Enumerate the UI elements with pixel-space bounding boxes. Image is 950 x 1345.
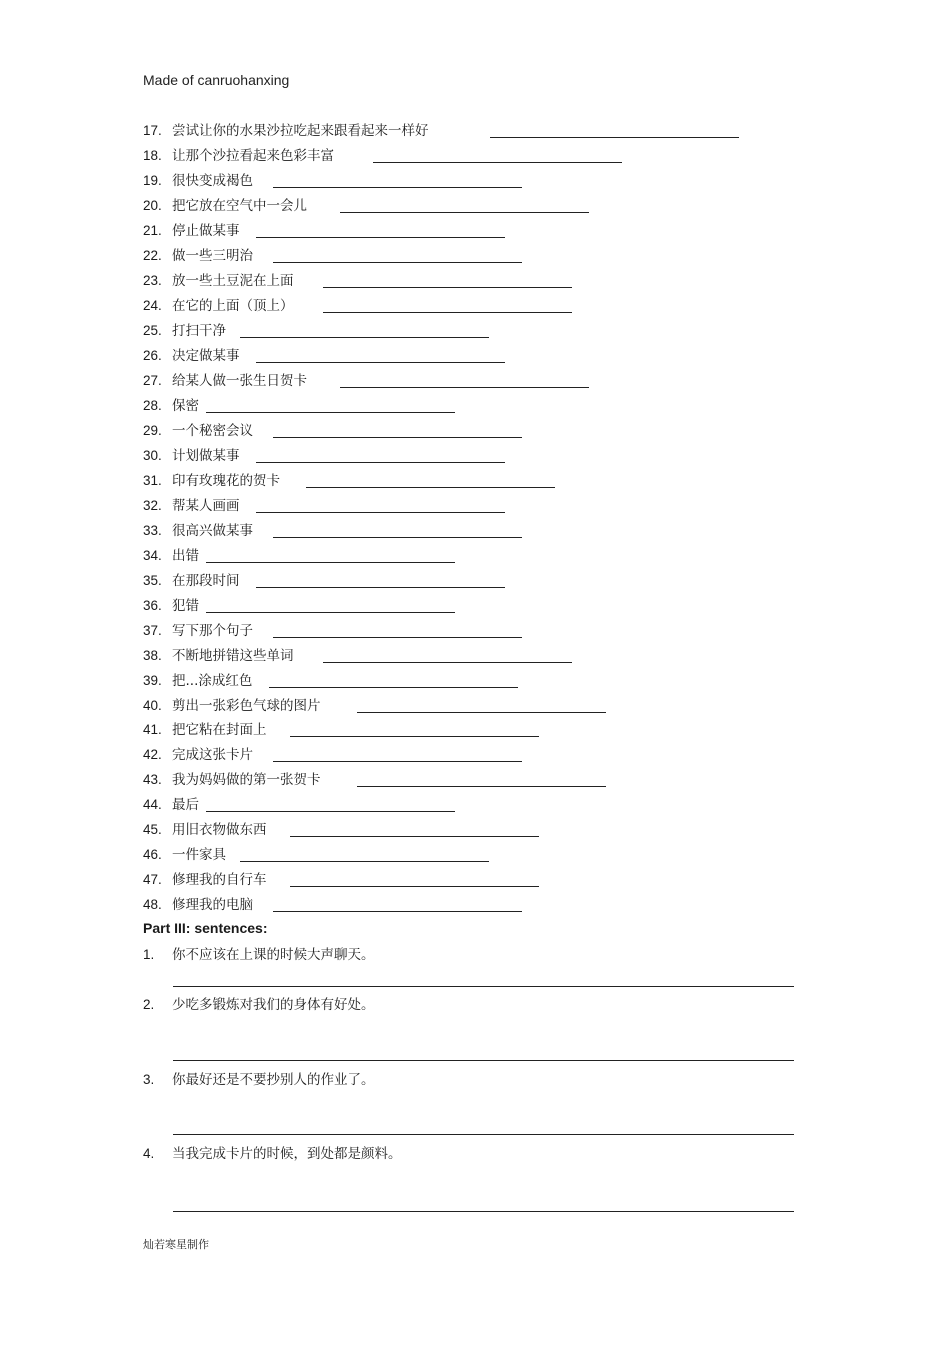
answer-blank[interactable] xyxy=(323,287,572,288)
phrase-text: 把它放在空气中一会儿 xyxy=(172,198,307,214)
phrase-text: 给某人做一张生日贺卡 xyxy=(172,373,307,389)
phrase-number: 39. xyxy=(143,673,162,688)
answer-blank[interactable] xyxy=(256,512,505,513)
phrase-text: 印有玫瑰花的贺卡 xyxy=(172,473,280,489)
answer-blank[interactable] xyxy=(256,587,505,588)
answer-blank[interactable] xyxy=(273,187,522,188)
answer-blank[interactable] xyxy=(206,612,455,613)
sentence-text: 当我完成卡片的时候，到处都是颜料。 xyxy=(172,1146,402,1162)
phrase-item xyxy=(143,147,843,165)
sentence-text: 你最好还是不要抄别人的作业了。 xyxy=(172,1072,375,1088)
sentence-number: 2. xyxy=(143,997,155,1012)
phrase-number: 38. xyxy=(143,648,162,663)
answer-line[interactable] xyxy=(173,1211,794,1212)
phrase-number: 45. xyxy=(143,822,162,837)
phrase-number: 41. xyxy=(143,722,162,737)
answer-blank[interactable] xyxy=(206,562,455,563)
answer-blank[interactable] xyxy=(256,462,505,463)
phrase-text: 尝试让你的水果沙拉吃起来跟看起来一样好 xyxy=(172,123,429,139)
phrase-item xyxy=(143,622,843,640)
answer-blank[interactable] xyxy=(357,786,606,787)
phrase-number: 36. xyxy=(143,598,162,613)
answer-blank[interactable] xyxy=(290,886,539,887)
phrase-number: 26. xyxy=(143,348,162,363)
phrase-item xyxy=(143,447,843,465)
sentence-number: 1. xyxy=(143,947,155,962)
phrase-number: 18. xyxy=(143,148,162,163)
phrase-text: 犯错 xyxy=(172,598,199,614)
phrase-text: 一件家具 xyxy=(172,847,226,863)
phrase-item xyxy=(143,821,843,839)
answer-blank[interactable] xyxy=(206,412,455,413)
phrase-text: 出错 xyxy=(172,548,199,564)
sentence-item xyxy=(143,946,375,964)
phrase-item xyxy=(143,422,843,440)
phrase-text: 剪出一张彩色气球的图片 xyxy=(172,698,321,714)
phrase-text: 修理我的自行车 xyxy=(172,872,267,888)
phrase-item xyxy=(143,222,843,240)
phrase-text: 写下那个句子 xyxy=(172,623,253,639)
phrase-number: 23. xyxy=(143,273,162,288)
phrase-text: 打扫干净 xyxy=(172,323,226,339)
answer-blank[interactable] xyxy=(273,437,522,438)
phrase-item xyxy=(143,497,843,515)
phrase-number: 34. xyxy=(143,548,162,563)
phrase-number: 29. xyxy=(143,423,162,438)
answer-blank[interactable] xyxy=(206,811,455,812)
phrase-number: 17. xyxy=(143,123,162,138)
phrase-item xyxy=(143,372,843,390)
phrase-item xyxy=(143,597,843,615)
phrase-text: 做一些三明治 xyxy=(172,248,253,264)
phrase-text: 我为妈妈做的第一张贺卡 xyxy=(172,772,321,788)
phrase-number: 25. xyxy=(143,323,162,338)
answer-blank[interactable] xyxy=(256,362,505,363)
phrase-text: 放一些土豆泥在上面 xyxy=(172,273,294,289)
phrase-item xyxy=(143,572,843,590)
page-header: Made of canruohanxing xyxy=(143,72,290,88)
phrase-item xyxy=(143,672,843,690)
sentence-number: 4. xyxy=(143,1146,155,1161)
phrase-item xyxy=(143,172,843,190)
answer-blank[interactable] xyxy=(290,736,539,737)
sentence-number: 3. xyxy=(143,1072,155,1087)
phrase-number: 31. xyxy=(143,473,162,488)
phrase-item xyxy=(143,896,843,914)
phrase-text: 保密 xyxy=(172,398,199,414)
phrase-number: 32. xyxy=(143,498,162,513)
answer-blank[interactable] xyxy=(323,312,572,313)
answer-blank[interactable] xyxy=(373,162,622,163)
phrase-text: 在那段时间 xyxy=(172,573,240,589)
phrase-number: 33. xyxy=(143,523,162,538)
phrase-number: 37. xyxy=(143,623,162,638)
phrase-item xyxy=(143,697,843,715)
sentence-item xyxy=(143,1145,402,1163)
phrase-item xyxy=(143,846,843,864)
phrase-number: 35. xyxy=(143,573,162,588)
answer-line[interactable] xyxy=(173,986,794,987)
phrase-item xyxy=(143,347,843,365)
phrase-item xyxy=(143,197,843,215)
answer-blank[interactable] xyxy=(290,836,539,837)
answer-blank[interactable] xyxy=(273,537,522,538)
phrase-number: 20. xyxy=(143,198,162,213)
phrase-text: 停止做某事 xyxy=(172,223,240,239)
phrase-item xyxy=(143,297,843,315)
phrase-number: 44. xyxy=(143,797,162,812)
phrase-number: 27. xyxy=(143,373,162,388)
phrase-number: 47. xyxy=(143,872,162,887)
answer-blank[interactable] xyxy=(256,237,505,238)
phrase-number: 42. xyxy=(143,747,162,762)
phrase-text: 计划做某事 xyxy=(172,448,240,464)
phrase-item xyxy=(143,397,843,415)
phrase-text: 把...涂成红色 xyxy=(172,673,253,689)
answer-blank[interactable] xyxy=(323,662,572,663)
phrase-item xyxy=(143,472,843,490)
phrase-item xyxy=(143,746,843,764)
answer-blank[interactable] xyxy=(240,861,489,862)
phrase-text: 用旧衣物做东西 xyxy=(172,822,267,838)
phrase-text: 让那个沙拉看起来色彩丰富 xyxy=(172,148,334,164)
phrase-text: 决定做某事 xyxy=(172,348,240,364)
phrase-text: 一个秘密会议 xyxy=(172,423,253,439)
phrase-item xyxy=(143,247,843,265)
phrase-number: 24. xyxy=(143,298,162,313)
answer-line[interactable] xyxy=(173,1060,794,1061)
answer-line[interactable] xyxy=(173,1134,794,1135)
phrase-text: 在它的上面（顶上） xyxy=(172,298,294,314)
answer-blank[interactable] xyxy=(240,337,489,338)
phrase-text: 很快变成褐色 xyxy=(172,173,253,189)
phrase-item xyxy=(143,771,843,789)
phrase-number: 48. xyxy=(143,897,162,912)
phrase-item xyxy=(143,796,843,814)
phrase-number: 40. xyxy=(143,698,162,713)
phrase-text: 把它粘在封面上 xyxy=(172,722,267,738)
phrase-item xyxy=(143,122,843,140)
part-title: Part III: sentences: xyxy=(143,920,268,936)
phrase-text: 最后 xyxy=(172,797,199,813)
answer-blank[interactable] xyxy=(490,137,739,138)
answer-blank[interactable] xyxy=(273,761,522,762)
sentence-text: 少吃多锻炼对我们的身体有好处。 xyxy=(172,997,375,1013)
sentence-text: 你不应该在上课的时候大声聊天。 xyxy=(172,947,375,963)
phrase-number: 28. xyxy=(143,398,162,413)
phrase-item xyxy=(143,522,843,540)
phrase-item xyxy=(143,647,843,665)
phrase-text: 不断地拼错这些单词 xyxy=(172,648,294,664)
phrase-number: 22. xyxy=(143,248,162,263)
answer-blank[interactable] xyxy=(340,387,589,388)
page-footer: 灿若寒星制作 xyxy=(143,1238,209,1251)
phrase-number: 46. xyxy=(143,847,162,862)
phrase-item xyxy=(143,272,843,290)
answer-blank[interactable] xyxy=(340,212,589,213)
phrase-text: 修理我的电脑 xyxy=(172,897,253,913)
phrase-item xyxy=(143,871,843,889)
answer-blank[interactable] xyxy=(357,712,606,713)
phrase-item xyxy=(143,322,843,340)
sentence-item xyxy=(143,1071,375,1089)
phrase-item xyxy=(143,547,843,565)
phrase-number: 43. xyxy=(143,772,162,787)
phrase-text: 很高兴做某事 xyxy=(172,523,253,539)
sentence-item xyxy=(143,996,375,1014)
answer-blank[interactable] xyxy=(306,487,555,488)
phrase-number: 21. xyxy=(143,223,162,238)
answer-blank[interactable] xyxy=(273,911,522,912)
phrase-item xyxy=(143,721,843,739)
phrase-number: 30. xyxy=(143,448,162,463)
answer-blank[interactable] xyxy=(273,637,522,638)
phrase-number: 19. xyxy=(143,173,162,188)
answer-blank[interactable] xyxy=(273,262,522,263)
phrase-text: 完成这张卡片 xyxy=(172,747,253,763)
phrase-text: 帮某人画画 xyxy=(172,498,240,514)
answer-blank[interactable] xyxy=(269,687,518,688)
